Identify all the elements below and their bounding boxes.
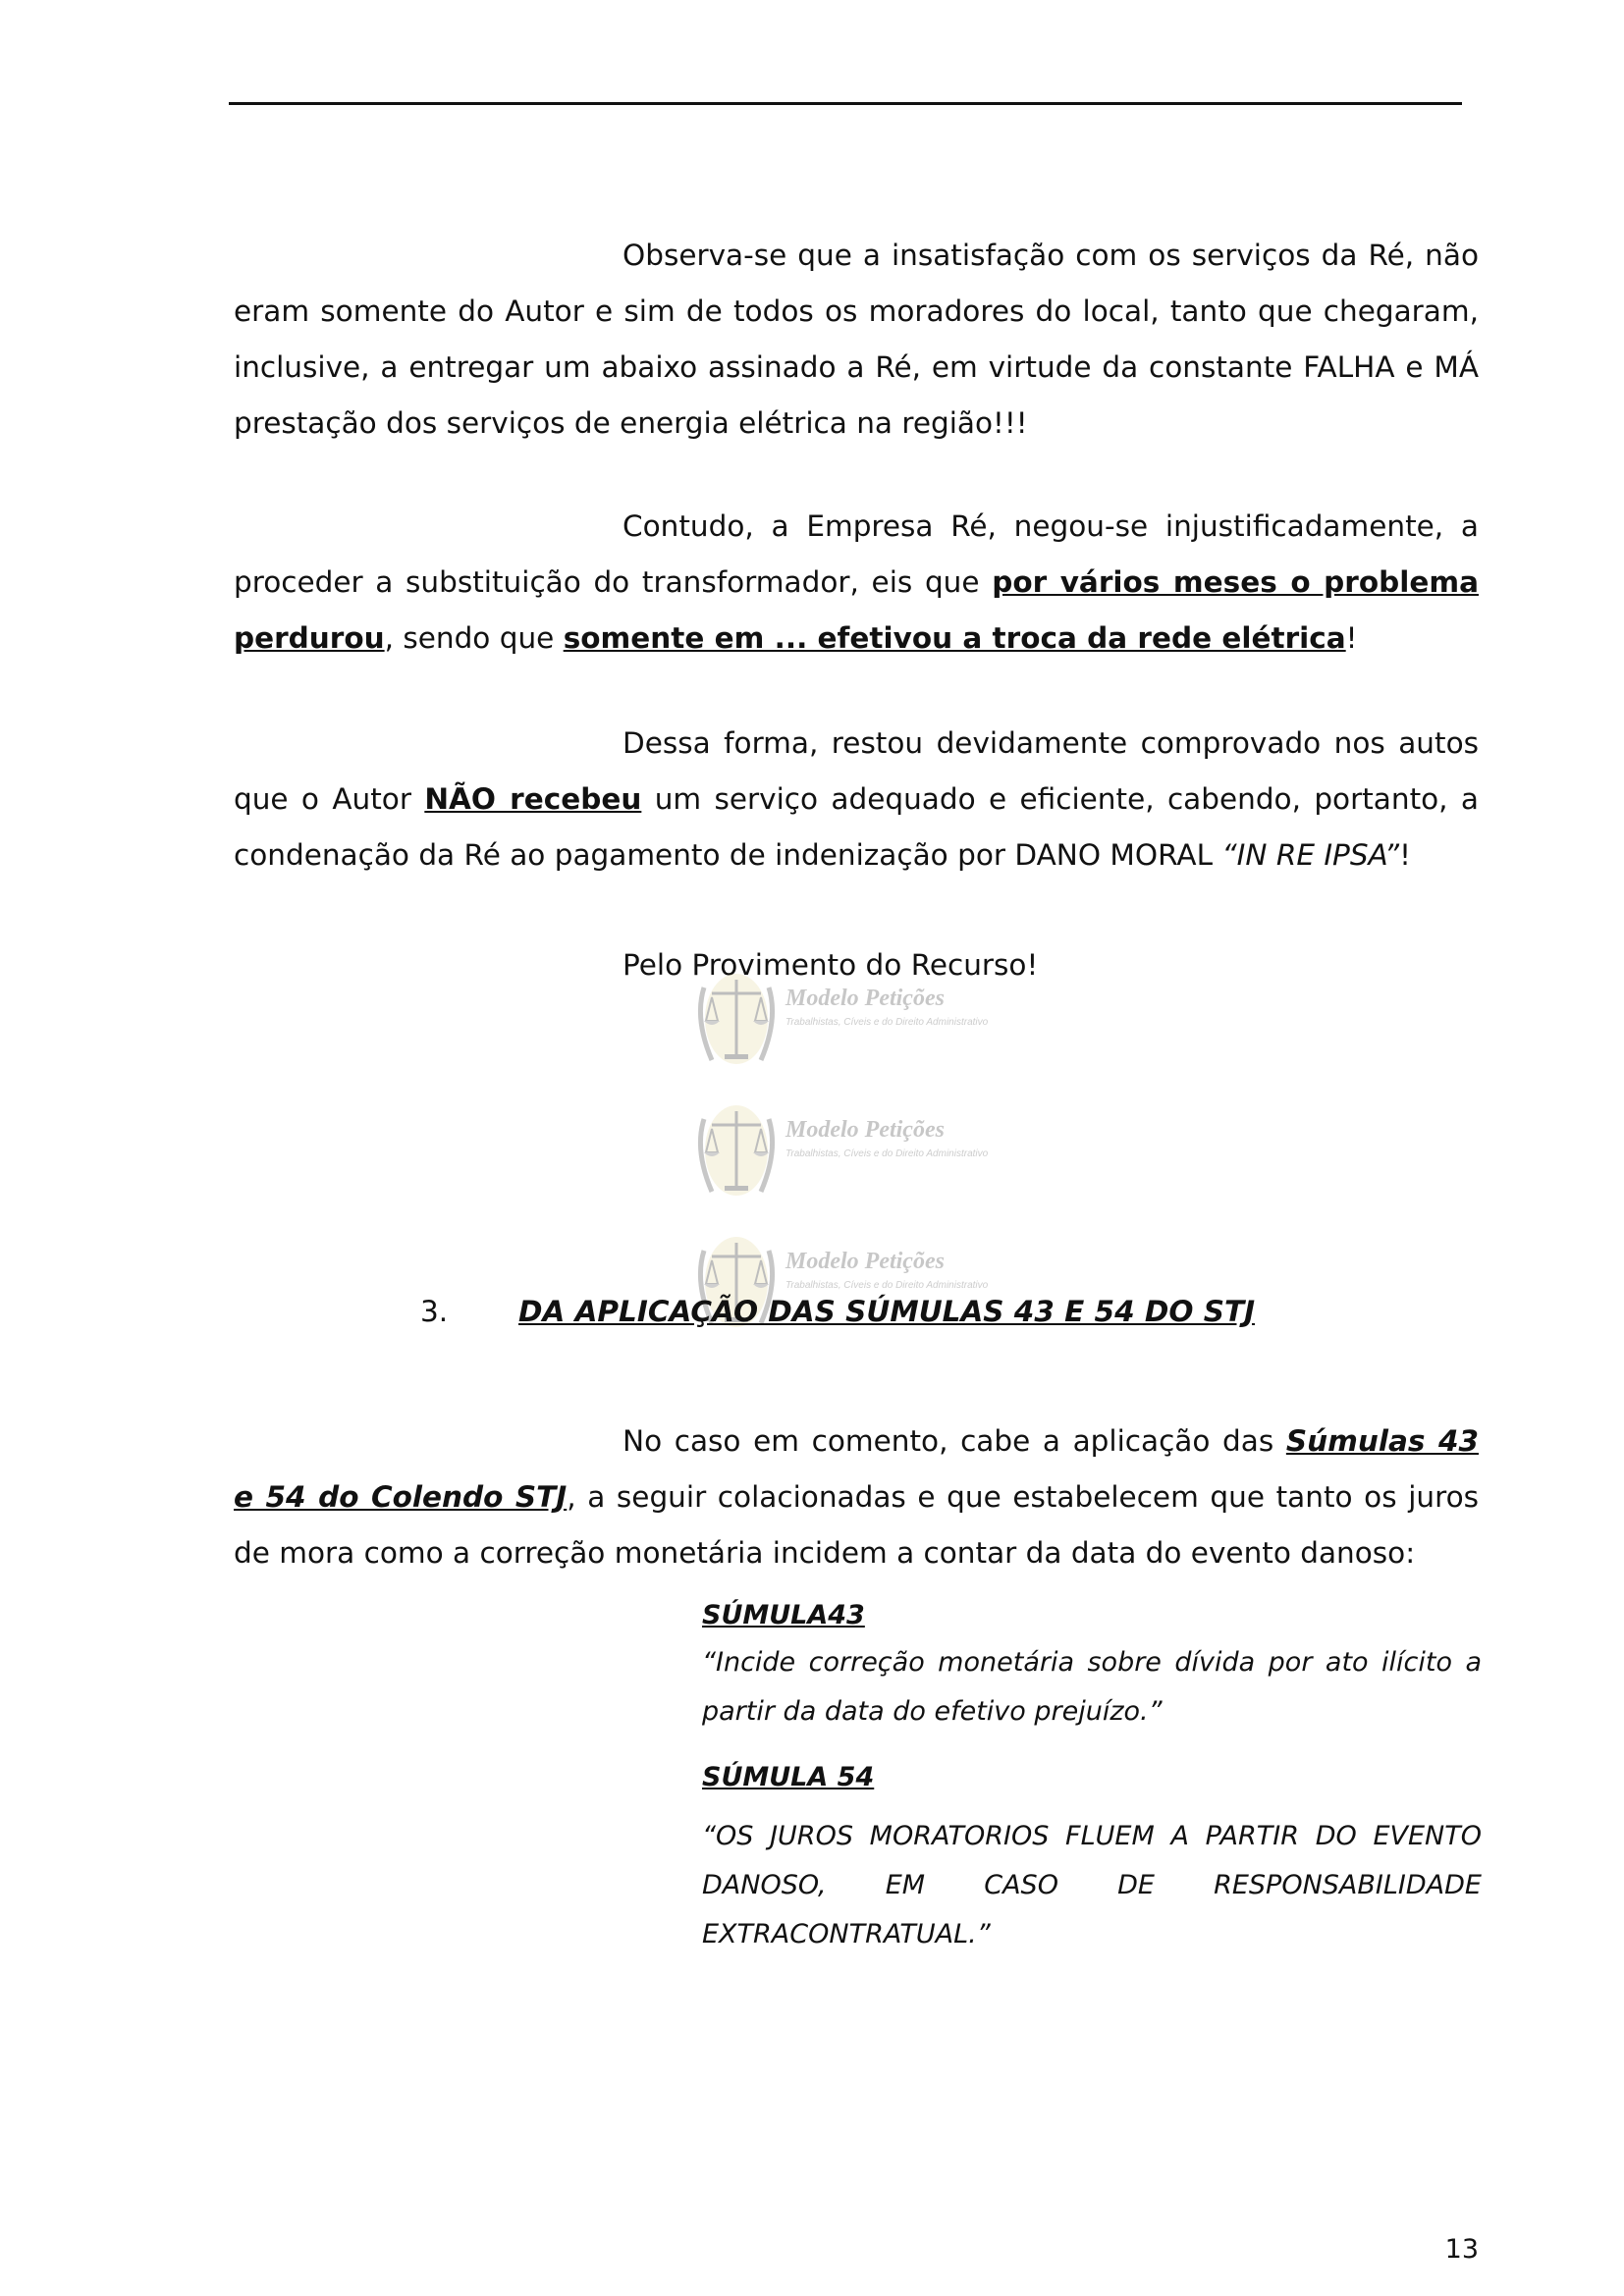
emphasis-troca-rede: somente em ... efetivou a troca da rede elétrica [563, 621, 1346, 655]
text: , sendo que [384, 621, 564, 655]
paragraph-insatisfacao: Observa-se que a insatisfação com os serviços da Ré, não eram somente do Autor e sim de todos os moradores do local, tanto que chegaram, inclusive, a entregar um abaixo assinado a Ré, em virtude da constante FALHA e MÁ prestação dos serviços de energia elétrica na região!!! [234, 239, 1479, 440]
page-number: 13 [1444, 2234, 1479, 2265]
text: um serviço adequado e eficiente, cabendo, portanto, a condenação da Ré ao pagamento de indenização por DANO MORAL [234, 782, 1479, 872]
header-rule [229, 102, 1462, 105]
text: , a seguir colacionadas e que estabelecem que tanto os juros de mora como a correção monetária incidem a contar da data do evento danoso: [234, 1480, 1480, 1570]
emphasis-meses: por vários meses o problema perdurou [234, 565, 1479, 655]
quote-text: “Incide correção monetária sobre dívida por ato ilícito a partir da data do efetivo prejuízo.” [702, 1647, 1482, 1727]
section-number: 3. [420, 1295, 449, 1328]
quote-sumula-43 [702, 1600, 1482, 1736]
watermark-logo [692, 1090, 989, 1209]
watermark-subtitle: Trabalhistas, Cíveis e do Direito Administrativo [785, 1280, 989, 1291]
text: No caso em comento, cabe a aplicação das [623, 1424, 1286, 1458]
section-title: DA APLICAÇÃO DAS SÚMULAS 43 E 54 DO STJ [518, 1295, 1256, 1328]
scales-of-justice-icon [692, 958, 781, 1078]
text: ! [1345, 621, 1358, 655]
paragraph-provimento: Pelo Provimento do Recurso! [623, 948, 1039, 982]
scales-of-justice-icon [692, 1090, 781, 1209]
watermark-label: Modelo Petições [785, 986, 945, 1011]
watermark-label: Modelo Petições [785, 1117, 945, 1143]
quote-sumula-54 [702, 1762, 1482, 1959]
text: Contudo, a Empresa Ré, negou-se injustificadamente, a proceder a substituição do transformador, eis que [234, 509, 1479, 599]
text: ! [1399, 838, 1411, 872]
emphasis-sumulas: Súmulas 43 e 54 do Colendo STJ [234, 1424, 1479, 1514]
quote-title: SÚMULA 54 [702, 1762, 875, 1792]
text: Dessa forma, restou devidamente comprovado nos autos que o Autor [234, 726, 1479, 816]
emphasis-in-re-ipsa: “IN RE IPSA” [1221, 838, 1400, 872]
paragraph-dano-moral [234, 716, 1479, 883]
emphasis-nao-recebeu: NÃO recebeu [424, 782, 642, 816]
paragraph-sumulas [234, 1414, 1479, 1581]
watermark-subtitle: Trabalhistas, Cíveis e do Direito Administrativo [785, 1017, 989, 1028]
quote-title: SÚMULA43 [702, 1600, 865, 1630]
watermark-subtitle: Trabalhistas, Cíveis e do Direito Administrativo [785, 1148, 989, 1159]
watermark-label: Modelo Petições [785, 1249, 945, 1274]
paragraph-transformador [234, 499, 1479, 667]
quote-text: “OS JUROS MORATORIOS FLUEM A PARTIR DO EVENTO DANOSO, EM CASO DE RESPONSABILIDADE EXTRACONTRATUAL.” [702, 1821, 1482, 1949]
